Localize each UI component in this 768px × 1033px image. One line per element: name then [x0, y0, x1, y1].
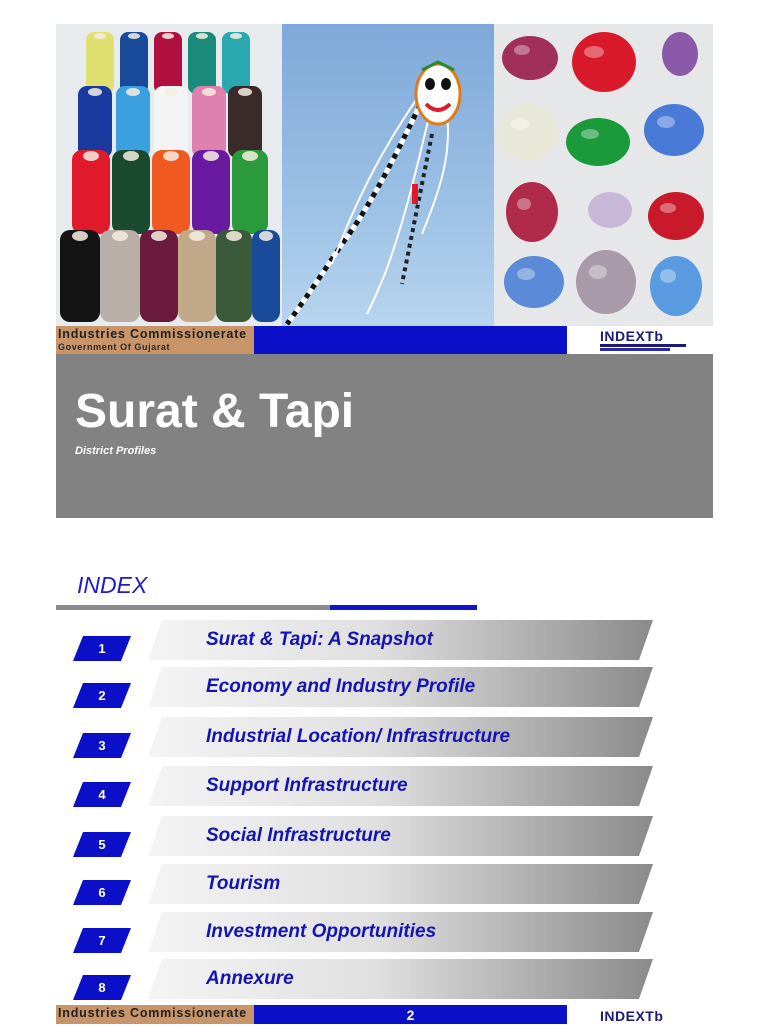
index-item[interactable] — [56, 959, 713, 999]
organization-name: Industries Commissionerate — [58, 327, 247, 341]
logo-underline — [600, 344, 686, 347]
indextb-logo — [600, 329, 690, 353]
index-number: 7 — [98, 933, 106, 948]
index-item-label: Annexure — [206, 968, 294, 989]
index-item[interactable] — [56, 912, 713, 952]
index-heading: INDEX — [77, 572, 148, 598]
index-slide — [56, 560, 713, 1024]
gemstones-image — [494, 24, 713, 326]
index-number-badge — [73, 832, 131, 857]
heading-rule-blue — [330, 605, 477, 610]
index-number-badge — [73, 733, 131, 758]
footer-logo-text: INDEXTb — [600, 1008, 664, 1024]
index-item[interactable] — [56, 816, 713, 856]
index-number-badge — [73, 782, 131, 807]
cover-photo-strip — [56, 24, 713, 326]
footer-indextb-logo — [600, 1009, 690, 1033]
index-number-badge — [73, 975, 131, 1000]
index-number-badge — [73, 636, 131, 661]
index-item-bar — [148, 912, 653, 952]
page-subtitle: District Profiles — [75, 445, 157, 457]
footer-organization-name: Industries Commissionerate — [58, 1006, 247, 1020]
index-item-bar — [148, 717, 653, 757]
index-item[interactable] — [56, 620, 713, 660]
index-item-label: Tourism — [206, 873, 281, 894]
kite-image — [282, 24, 494, 326]
index-item-label: Investment Opportunities — [206, 921, 437, 942]
page-title: Surat & Tapi — [75, 385, 355, 438]
index-item[interactable] — [56, 717, 713, 757]
index-item-bar — [148, 667, 653, 707]
page-number: 2 — [406, 1007, 415, 1023]
organization-block — [56, 326, 254, 354]
thread-spools-image — [56, 24, 282, 326]
index-item[interactable] — [56, 667, 713, 707]
index-item-bar — [148, 766, 653, 806]
logo-text: INDEXTb — [600, 328, 664, 344]
logo-underline-2 — [600, 348, 670, 351]
title-panel — [56, 354, 713, 518]
index-number-badge — [73, 683, 131, 708]
heading-rule-grey — [56, 605, 330, 610]
banner-blue-bar — [254, 326, 567, 354]
index-number: 5 — [98, 837, 106, 852]
index-item[interactable] — [56, 864, 713, 904]
index-item-bar — [148, 864, 653, 904]
index-number: 3 — [98, 738, 106, 753]
cover-slide — [56, 24, 713, 518]
index-number: 6 — [98, 885, 106, 900]
index-item-bar — [148, 620, 653, 660]
footer-organization-block — [56, 1005, 254, 1024]
index-item-label: Economy and Industry Profile — [206, 676, 476, 697]
index-number: 8 — [98, 980, 106, 995]
cover-banner — [56, 326, 713, 354]
footer-blue-bar — [254, 1005, 567, 1024]
index-number: 4 — [98, 787, 106, 802]
index-number: 2 — [98, 688, 106, 703]
index-number-badge — [73, 928, 131, 953]
index-item-bar — [148, 816, 653, 856]
index-item-label: Surat & Tapi: A Snapshot — [206, 629, 433, 650]
index-item[interactable] — [56, 766, 713, 806]
index-number: 1 — [98, 641, 106, 656]
footer-banner — [56, 1005, 713, 1024]
index-number-badge — [73, 880, 131, 905]
government-name: Government Of Gujarat — [58, 342, 171, 352]
index-item-label: Support Infrastructure — [206, 775, 408, 796]
index-item-label: Industrial Location/ Infrastructure — [206, 726, 511, 747]
index-item-label: Social Infrastructure — [206, 825, 391, 846]
index-item-bar — [148, 959, 653, 999]
